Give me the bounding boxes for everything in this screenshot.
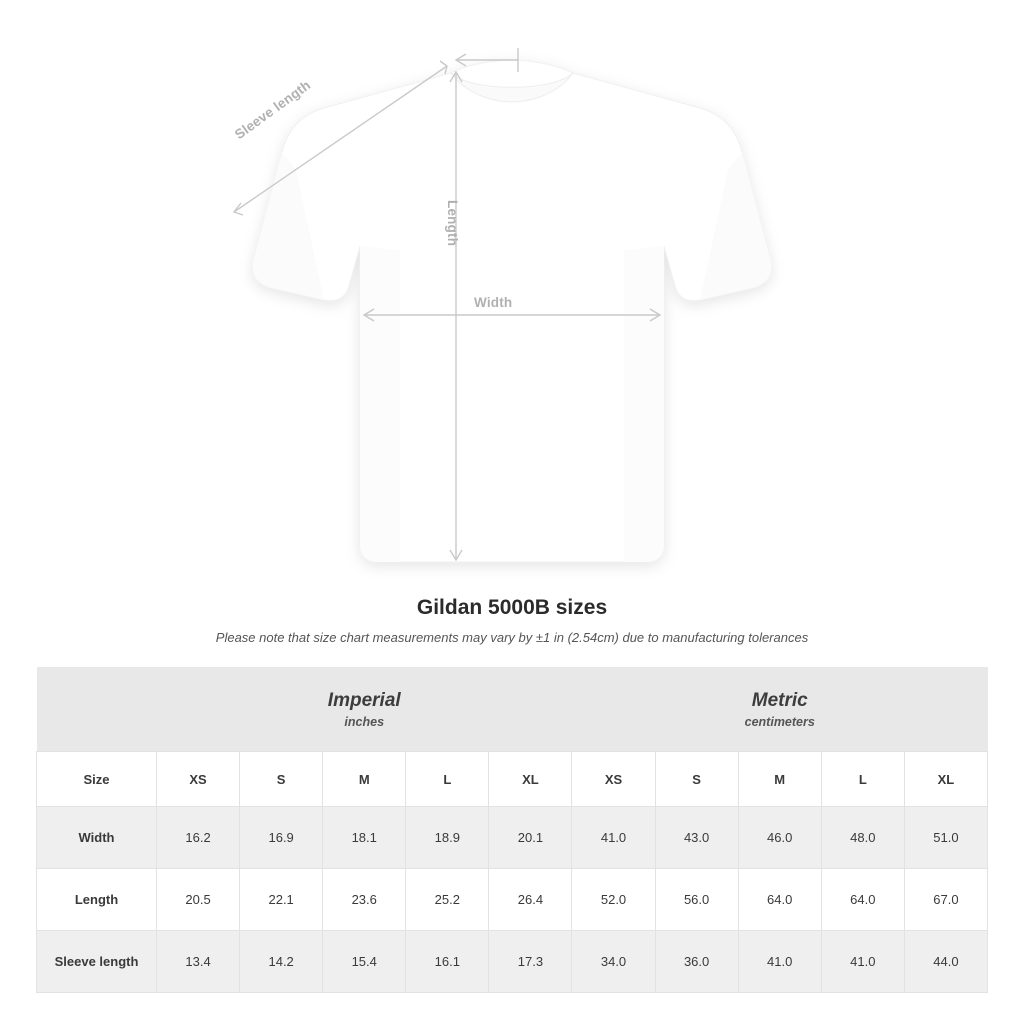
cell-width-imperial-m: 18.1: [323, 807, 406, 869]
cell-length-imperial-xs: 20.5: [157, 869, 240, 931]
column-header-imperial-xs: XS: [157, 752, 240, 807]
group-unit-metric: centimeters: [744, 715, 815, 730]
column-header-metric-s: S: [655, 752, 738, 807]
table-row: [37, 807, 988, 869]
cell-width-imperial-l: 18.9: [406, 807, 489, 869]
cell-length-imperial-xl: 26.4: [489, 869, 572, 931]
column-header-imperial-m: M: [323, 752, 406, 807]
cell-sleeve-metric-m: 41.0: [738, 931, 821, 993]
table-body: [37, 807, 988, 993]
tolerance-note: Please note that size chart measurements may vary by ±1 in (2.54cm) due to manufacturing tolerances: [215, 630, 809, 645]
size-header-row: [37, 752, 988, 807]
column-header-imperial-l: L: [406, 752, 489, 807]
column-header-size: Size: [37, 752, 157, 807]
table-row: [37, 869, 988, 931]
cell-sleeve-imperial-m: 15.4: [323, 931, 406, 993]
group-header-metric: [572, 667, 988, 752]
length-dimension-label: Length: [445, 200, 460, 247]
column-header-imperial-s: S: [240, 752, 323, 807]
cell-sleeve-imperial-xs: 13.4: [157, 931, 240, 993]
cell-width-metric-xs: 41.0: [572, 807, 655, 869]
cell-sleeve-imperial-s: 14.2: [240, 931, 323, 993]
column-header-metric-xl: XL: [904, 752, 987, 807]
row-label-length: Length: [37, 869, 157, 931]
cell-width-metric-l: 48.0: [821, 807, 904, 869]
cell-width-imperial-xs: 16.2: [157, 807, 240, 869]
size-table-wrap: [36, 667, 988, 993]
row-label-sleeve-length: Sleeve length: [37, 931, 157, 993]
group-row-spacer: [37, 667, 157, 752]
cell-width-metric-xl: 51.0: [904, 807, 987, 869]
cell-sleeve-imperial-xl: 17.3: [489, 931, 572, 993]
cell-length-metric-xs: 52.0: [572, 869, 655, 931]
unit-group-row: [37, 667, 988, 752]
column-header-metric-m: M: [738, 752, 821, 807]
cell-sleeve-metric-s: 36.0: [655, 931, 738, 993]
cell-width-metric-s: 43.0: [655, 807, 738, 869]
size-chart-table: [36, 667, 988, 993]
row-label-width: Width: [37, 807, 157, 869]
cell-width-metric-m: 46.0: [738, 807, 821, 869]
cell-length-metric-l: 64.0: [821, 869, 904, 931]
group-name-imperial: Imperial: [327, 689, 401, 711]
cell-length-metric-m: 64.0: [738, 869, 821, 931]
cell-sleeve-metric-xl: 44.0: [904, 931, 987, 993]
sleeve-length-dimension-label: Sleeve length: [232, 77, 314, 143]
title-block: [0, 596, 1024, 645]
cell-width-imperial-s: 16.9: [240, 807, 323, 869]
cell-sleeve-imperial-l: 16.1: [406, 931, 489, 993]
cell-length-imperial-m: 23.6: [323, 869, 406, 931]
column-header-metric-xs: XS: [572, 752, 655, 807]
column-header-metric-l: L: [821, 752, 904, 807]
width-dimension-label: Width: [474, 295, 513, 310]
group-header-imperial: [157, 667, 572, 752]
group-unit-imperial: inches: [344, 715, 385, 730]
column-header-imperial-xl: XL: [489, 752, 572, 807]
cell-length-imperial-s: 22.1: [240, 869, 323, 931]
group-name-metric: Metric: [751, 689, 808, 711]
cell-length-imperial-l: 25.2: [406, 869, 489, 931]
cell-sleeve-metric-xs: 34.0: [572, 931, 655, 993]
cell-sleeve-metric-l: 41.0: [821, 931, 904, 993]
cell-length-metric-xl: 67.0: [904, 869, 987, 931]
cell-width-imperial-xl: 20.1: [489, 807, 572, 869]
cell-length-metric-s: 56.0: [655, 869, 738, 931]
table-head: [37, 667, 988, 807]
page-title: Gildan 5000B sizes: [416, 596, 608, 619]
table-row: [37, 931, 988, 993]
